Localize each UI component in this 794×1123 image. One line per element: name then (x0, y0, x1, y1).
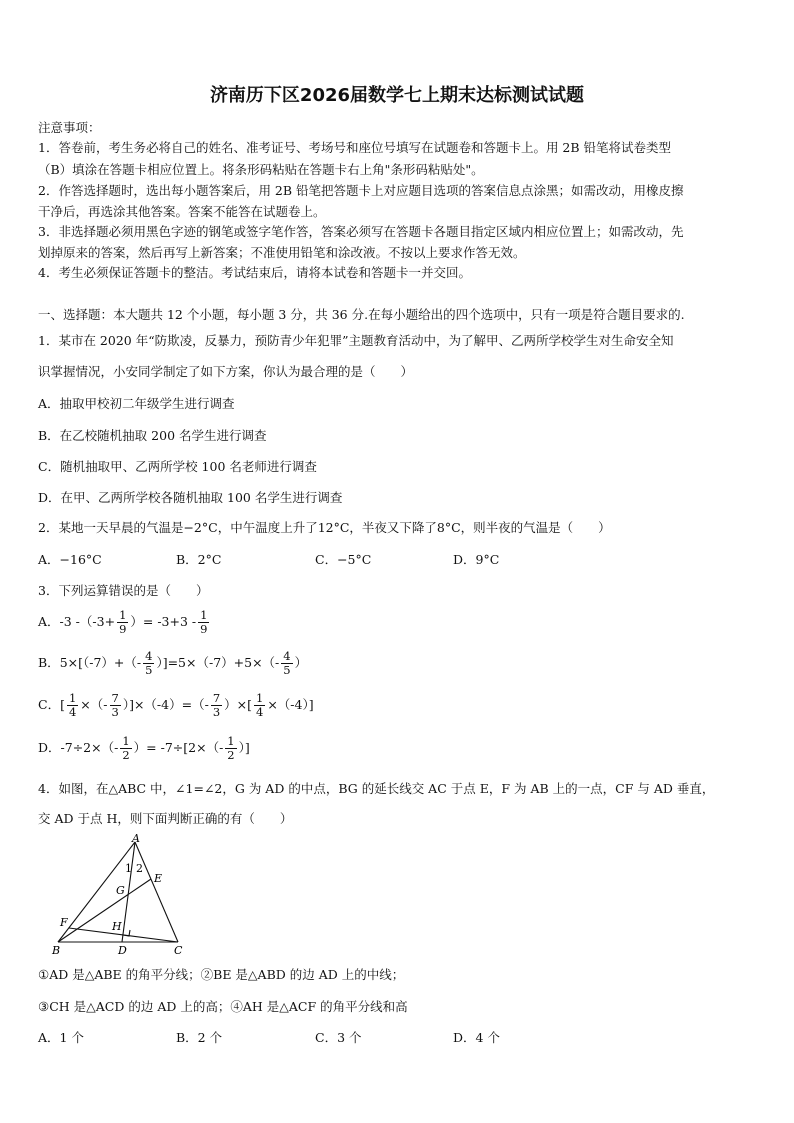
option-label: A． (38, 614, 60, 629)
fraction (281, 650, 292, 677)
notice-line: 4．考生必须保证答题卡的整洁。考试结束后，请将本试卷和答题卡一并交回。 (38, 265, 471, 280)
label-angle-1: 1 (125, 862, 132, 875)
numerator: 7 (111, 691, 119, 705)
q4-option-c: C．3 个 (315, 1030, 362, 1045)
label-b: B (52, 944, 61, 957)
denominator: 9 (200, 622, 208, 636)
fraction (117, 609, 128, 636)
numerator: 7 (212, 691, 221, 705)
expr-part: [ (60, 697, 65, 712)
q1-stem: 1．某市在 2020 年“防欺凌，反暴力，预防青少年犯罪”主题教育活动中，为了解甲、乙两所学校学生对生命安全知 (38, 333, 674, 348)
notice-line: 划掉原来的答案，然后再写上新答案；不准使用铅笔和涂改液。不按以上要求作答无效。 (38, 245, 526, 260)
option-label: B． (38, 655, 60, 670)
q1-option-b: B．在乙校随机抽取 200 名学生进行调查 (38, 428, 267, 443)
numerator: 1 (122, 734, 130, 748)
expr-part: ）= -7÷[2×（- (133, 740, 224, 755)
option-label: C． (38, 697, 61, 712)
q3-option-d (38, 735, 250, 762)
notice-line: 3．非选择题必须用黑色字迹的钢笔或签字笔作答，答案必须写在答题卡各题目指定区域内相应位置上；如需改动，先 (38, 224, 684, 239)
right-angle-mark (123, 930, 130, 936)
q1-option-a: A．抽取甲校初二年级学生进行调查 (38, 396, 235, 411)
q4-option-d: D．4 个 (453, 1030, 500, 1045)
label-a: A (132, 832, 140, 845)
denominator: 5 (145, 663, 153, 677)
fraction (198, 609, 209, 636)
label-d: D (118, 944, 127, 957)
expr-part: ×（-4）] (267, 697, 314, 712)
denominator: 3 (111, 705, 119, 719)
label-angle-2: 2 (136, 862, 143, 875)
numerator: 1 (256, 691, 264, 705)
numerator: 1 (68, 691, 77, 705)
fraction (143, 650, 154, 677)
expr-part: -7÷2×（- (60, 740, 119, 755)
q4-option-b: B．2 个 (176, 1030, 223, 1045)
q4-statements-cont: ③CH 是△ACD 的边 AD 上的高；④AH 是△ACF 的角平分线和高 (38, 999, 408, 1014)
numerator: 4 (145, 649, 153, 663)
q4-option-a: A．1 个 (38, 1030, 84, 1045)
notice-line: 干净后，再选涂其他答案。答案不能答在试题卷上。 (38, 204, 326, 219)
label-f: F (60, 916, 68, 929)
notice-line: 1．答卷前，考生务必将自己的姓名、准考证号、考场号和座位号填写在试题卷和答题卡上。用 2B 铅笔将试卷类型 (38, 140, 672, 155)
label-c: C (174, 944, 183, 957)
fraction (67, 692, 78, 719)
expr-part: ）]=5×（-7）+5×（- (156, 655, 280, 670)
page-title: 济南历下区2026届数学七上期末达标测试试题 (209, 85, 585, 106)
label-e: E (154, 872, 163, 885)
expr-part: ）×[ (224, 697, 252, 712)
denominator: 3 (212, 705, 221, 719)
q1-option-c: C．随机抽取甲、乙两所学校 100 名老师进行调查 (38, 459, 317, 474)
q2-stem: 2．某地一天早晨的气温是−2°C，中午温度上升了12°C，半夜又下降了8°C，则半夜的气温是（ ） (38, 520, 611, 535)
denominator: 2 (227, 748, 235, 762)
fraction (120, 735, 131, 762)
q4-statements: ①AD 是△ABE 的角平分线；②BE 是△ABD 的边 AD 上的中线； (38, 967, 405, 982)
numerator: 4 (283, 649, 291, 663)
denominator: 4 (68, 705, 77, 719)
denominator: 4 (256, 705, 264, 719)
triangle-figure (48, 832, 198, 960)
fraction (110, 692, 121, 719)
expr-part: ）]×（-4）=（- (122, 697, 209, 712)
numerator: 1 (227, 734, 235, 748)
q1-stem-cont: 识掌握情况，小安同学制定了如下方案，你认为最合理的是（ ） (38, 364, 414, 379)
denominator: 2 (122, 748, 130, 762)
notice-line: （B）填涂在答题卡相应位置上。将条形码粘贴在答题卡右上角"条形码粘贴处"。 (38, 162, 484, 177)
notice-line: 2．作答选择题时，选出每小题答案后，用 2B 铅笔把答题卡上对应题目选项的答案信息点涂黑；如需改动，用橡皮擦 (38, 183, 684, 198)
q3-option-c (38, 692, 314, 719)
option-label: D． (38, 740, 61, 755)
label-g: G (116, 884, 125, 897)
fraction (225, 735, 236, 762)
q1-option-d: D．在甲、乙两所学校各随机抽取 100 名学生进行调查 (38, 490, 343, 505)
expr-part: ）] (238, 740, 250, 755)
expr-part: -3 -（-3+ (59, 614, 116, 629)
label-h: H (112, 920, 122, 933)
q3-option-b (38, 650, 307, 677)
q3-stem: 3．下列运算错误的是（ ） (38, 583, 209, 598)
q2-option-d: D．9°C (453, 552, 500, 567)
numerator: 1 (119, 608, 127, 622)
q2-option-b: B．2°C (176, 552, 222, 567)
numerator: 1 (200, 608, 208, 622)
q4-stem: 4．如图，在△ABC 中，∠1=∠2，G 为 AD 的中点，BG 的延长线交 AC 于点 E，F 为 AB 上的一点，CF 与 AD 垂直， (38, 781, 715, 796)
denominator: 9 (119, 622, 127, 636)
q2-option-a: A．−16°C (38, 552, 102, 567)
segment-ac (135, 842, 178, 942)
notice-heading: 注意事项： (38, 120, 101, 135)
expr-part: ×（- (80, 697, 108, 712)
q3-option-a (38, 609, 211, 636)
expr-part: ）= -3+3 - (130, 614, 197, 629)
fraction (254, 692, 265, 719)
denominator: 5 (283, 663, 291, 677)
section-heading: 一、选择题：本大题共 12 个小题，每小题 3 分，共 36 分.在每小题给出的四个选项中，只有一项是符合题目要求的. (38, 307, 685, 322)
expr-part: ） (294, 655, 308, 670)
expr-part: 5×[（-7）+（- (59, 655, 142, 670)
q2-option-c: C．−5°C (315, 552, 372, 567)
q4-stem-cont: 交 AD 于点 H，则下面判断正确的有（ ） (38, 811, 293, 826)
fraction (211, 692, 222, 719)
